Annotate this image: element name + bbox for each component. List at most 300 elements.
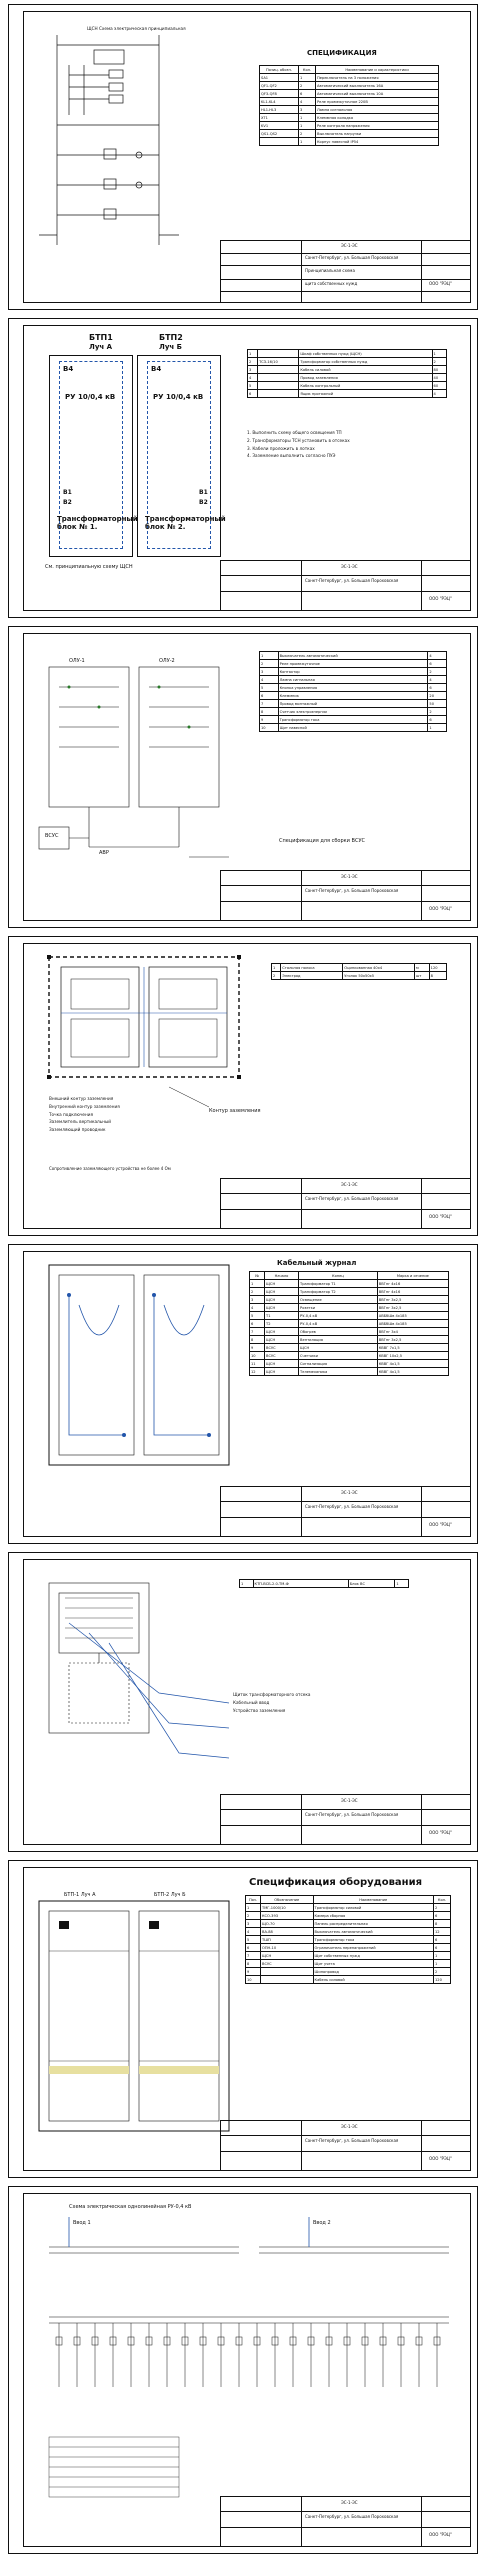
table-cell: 8 [246,1960,261,1968]
table-cell: Щит собственных нужд [313,1952,433,1960]
table-cell: 6 [434,1912,451,1920]
list-item: Щиток трансформаторного отсека [233,1692,311,1697]
table-cell: Реле контроля напряжения [316,122,439,130]
stamp-org: ООО "РЭЦ" [429,906,452,911]
title-block [220,1178,471,1229]
list-item: Заземляющий проводник [49,1127,106,1133]
table-cell: 8 [260,708,279,716]
table-cell: 2 [299,130,316,138]
plan-left-label: БТП-1 Луч А [64,1892,96,1898]
table-cell: 4 [246,1928,261,1936]
table-row [250,1296,449,1304]
col-to: Конец [299,1272,378,1280]
table-cell: 2 [432,358,446,366]
table-row [246,1936,451,1944]
table-cell: ЩСН [265,1368,299,1376]
table-cell: 1 [434,1960,451,1968]
list-item: 4. Заземление выполнить согласно ПУЭ [247,453,336,459]
table-cell: 3 [250,1296,265,1304]
table-cell: 5 [260,684,279,692]
table-cell: 6 [248,390,258,398]
table-cell: Трансформатор Т2 [299,1288,378,1296]
stamp-org: ООО "РЭЦ" [429,596,452,601]
sheet-3-vsus-schematic [8,626,478,928]
table-cell: Автоматический выключатель 16А [316,82,439,90]
table-cell: 9 [260,716,279,724]
cell-b4-left: В4 [63,365,74,373]
table-cell: ТМГ-1000/10 [261,1904,314,1912]
table-cell: Щит учета [313,1960,433,1968]
table-cell: Шкаф собственных нужд (ЩСН) [299,350,432,358]
materials-rows [272,964,447,980]
table-row [246,1912,451,1920]
table-cell: ВСУС [261,1960,314,1968]
col-name: Наименование и характеристики [316,66,439,74]
col-qty: Кол. [434,1896,451,1904]
stamp-code: ЭС-1-ЭС [341,874,358,879]
table-cell: 3 [260,668,279,676]
table-cell: Корпус навесной IP54 [316,138,439,146]
table-row [260,724,447,732]
table-cell: 1 [428,724,447,732]
table-row [246,1904,451,1912]
table-cell: Счетчик электроэнергии [278,708,428,716]
table-cell: ВВГнг 3х2,5 [377,1296,448,1304]
callouts-block [233,1693,383,1716]
stamp-code: ЭС-1-ЭС [341,1182,358,1187]
table-row [250,1312,449,1320]
input-2-label: Ввод 2 [313,2220,331,2226]
table-cell: 3 [299,106,316,114]
stamp-code: ЭС-1-ЭС [341,2124,358,2129]
table-cell: Камера сборная [313,1912,433,1920]
table-row [250,1288,449,1296]
title-block [220,2496,471,2547]
title-block [220,240,471,303]
sheet-4-grounding [8,936,478,1236]
table-cell: 4 [428,676,447,684]
table-cell: 50 [428,700,447,708]
table-cell: ВСУС [265,1344,299,1352]
cell-b1-left: В1 [63,489,72,496]
table-row [250,1280,449,1288]
spec-table [259,651,447,732]
table-row [260,106,439,114]
table-cell: ТШП [261,1936,314,1944]
table-cell: 1 [434,1952,451,1960]
stamp-title-2: щита собственных нужд [305,281,358,286]
table-cell: Переключатель на 3 положения [316,74,439,82]
table-cell: ВВГнг 4х16 [377,1288,448,1296]
table-cell: Стальная полоса [281,964,343,972]
table-cell: Обогрев [299,1328,378,1336]
table-cell: ОПН-10 [261,1944,314,1952]
table-cell: ВВГнг 3х2,5 [377,1304,448,1312]
table-row [240,1580,409,1588]
table-cell: 1 [260,652,279,660]
table-cell: ВСУС [265,1352,299,1360]
table-row [250,1368,449,1376]
table-row [260,98,439,106]
ru-left: РУ 10/0,4 кВ [65,393,116,401]
table-cell: 1 [250,1280,265,1288]
equipment-table [239,1579,409,1588]
table-cell: QF3-QF8 [260,90,299,98]
table-cell: KV1 [260,122,299,130]
table-cell: 1 [248,350,258,358]
table-row [248,358,447,366]
table-row [248,390,447,398]
label-olu-2: ОЛУ-2 [159,658,175,664]
table-cell: 3 [248,366,258,374]
table-cell: 1 [246,1904,261,1912]
spec-rows [260,652,447,732]
table-cell: 10 [250,1352,265,1360]
table-row [250,1360,449,1368]
plan-right-label: БТП-2 Луч Б [154,1892,186,1898]
table-cell: ТСЗ-16/10 [258,358,299,366]
table-cell: 4 [428,652,447,660]
table-cell: АВБбШв 4х185 [377,1320,448,1328]
schematic-note: См. принципиальную схему ЩСН [45,564,133,570]
equipment-rows [240,1580,409,1588]
table-cell: Телемеханика [299,1368,378,1376]
table-cell [258,382,299,390]
stamp-code: ЭС-1-ЭС [341,2500,358,2505]
btp1-title: БТП1 [89,333,113,342]
table-cell: ВВГнг 3х2,5 [377,1336,448,1344]
table-cell: 6 [250,1320,265,1328]
table-cell: 5 [248,382,258,390]
list-item: Устройство заземления [233,1707,286,1713]
cable-table [249,1271,449,1376]
table-cell: 80 [432,366,446,374]
stamp-address: Санкт-Петербург, ул. Большая Пороховская [305,1812,399,1817]
table-cell: ВВГнг 4х16 [377,1280,448,1288]
col-name: Наименование [313,1896,433,1904]
table-cell: 3 [246,1920,261,1928]
table-row [260,74,439,82]
list-item: Внутренний контур заземления [49,1103,120,1109]
table-row [246,1960,451,1968]
stamp-code: ЭС-1-ЭС [341,243,358,248]
list-item: Кабельный ввод [233,1699,270,1705]
table-cell: Оцинкованная 40х4 [343,964,415,972]
table-cell: 6 [428,684,447,692]
table-row [246,1952,451,1960]
col-cable: Марка и сечение [377,1272,448,1280]
table-cell: 8 [434,1920,451,1928]
table-cell: 1 [432,350,446,358]
table-cell: 8 [429,972,446,980]
table-cell: ЩО-70 [261,1920,314,1928]
col-qty: Кол. [299,66,316,74]
table-cell: 20 [428,692,447,700]
table-cell: 8 [250,1336,265,1344]
table-cell: 9 [246,1968,261,1976]
list-item: Заземлитель вертикальный [49,1119,111,1125]
table-cell: Шинопровод [313,1968,433,1976]
table-row [246,1944,451,1952]
ru-right: РУ 10/0,4 кВ [153,393,204,401]
list-item: 2. Трансформаторы ТСН установить в отсеках [247,437,350,443]
table-cell: Кабель силовой [299,366,432,374]
table-cell: 2 [272,972,281,980]
table-cell: 1 [272,964,281,972]
btp2-ray: Луч Б [159,343,182,351]
stamp-address: Санкт-Петербург, ул. Большая Пороховская [305,578,399,583]
stamp-address: Санкт-Петербург, ул. Большая Пороховская [305,2514,399,2519]
table-cell: Трансформатор силовой [313,1904,433,1912]
table-cell: Клеммник [278,692,428,700]
spec-table [247,349,447,398]
block-right: Трансформаторный блок № 2. [145,515,226,531]
contour-label: Контур заземления [209,1108,261,1114]
title-block [220,560,471,611]
table-cell: 120 [429,964,446,972]
table-cell: 60 [432,382,446,390]
table-cell: 2 [434,1904,451,1912]
table-row [260,716,447,724]
table-row [272,972,447,980]
cell-b1-right: В1 [199,489,208,496]
table-cell: 10 [260,724,279,732]
table-row [260,90,439,98]
table-cell: 2 [260,660,279,668]
spec-table [259,65,439,146]
table-cell: Т1 [265,1312,299,1320]
list-item: Внешний контур заземления [49,1096,114,1101]
table-cell: Трансформатор тока [278,716,428,724]
table-cell: Кнопка управления [278,684,428,692]
table-cell: Ящик протяжной [299,390,432,398]
table-cell: 2 [428,668,447,676]
table-cell: ЩСН [265,1280,299,1288]
table-cell: KL1-KL4 [260,98,299,106]
sheet-5-cable-journal [8,1244,478,1544]
table-cell: Блок ВС [348,1580,395,1588]
stamp-code: ЭС-1-ЭС [341,1490,358,1495]
table-cell: 6 [260,692,279,700]
table-cell: ВА-88 [261,1928,314,1936]
table-cell: 1 [299,114,316,122]
block-left: Трансформаторный блок № 1. [57,515,138,531]
table-cell: Контактор [278,668,428,676]
table-row [260,708,447,716]
table-row [248,366,447,374]
table-cell: КВВГ 4х1,5 [377,1368,448,1376]
sheet-6-block-detail [8,1552,478,1852]
table-cell: КВВГ 7х1,5 [377,1344,448,1352]
table-cell: 4 [432,390,446,398]
table-row [260,676,447,684]
col-pos: Позиц. обозн. [260,66,299,74]
table-cell [261,1976,314,1984]
input-1-label: Ввод 1 [73,2220,91,2226]
cell-b2-left: В2 [63,499,72,506]
table-cell: м [414,964,429,972]
table-cell: Розетки [299,1304,378,1312]
equipment-spec-table [245,1895,451,1984]
spec-rows [248,350,447,398]
btp2-title: БТП2 [159,333,183,342]
table-cell: 9 [250,1344,265,1352]
table-cell: 11 [250,1360,265,1368]
table-cell: SA1 [260,74,299,82]
table-cell: Щит навесной [278,724,428,732]
stamp-code: ЭС-1-ЭС [341,1798,358,1803]
table-row [246,1968,451,1976]
table-cell: Лампа сигнальная [278,676,428,684]
stamp-address: Санкт-Петербург, ул. Большая Пороховская [305,255,399,260]
sheet-1-shsn-schematic [8,4,478,310]
title-block [220,2120,471,2171]
table-row [260,122,439,130]
table-cell: КВВГ 10х2,5 [377,1352,448,1360]
table-row [260,652,447,660]
table-cell: 6 [434,1944,451,1952]
table-cell: ЩСН [265,1288,299,1296]
spec-title: СПЕЦИФИКАЦИЯ [307,49,377,57]
journal-title: Кабельный журнал [277,1259,357,1267]
label-vsus: ВСУС [45,833,59,839]
table-cell: 1 [299,122,316,130]
table-cell: 6 [428,716,447,724]
table-row [250,1352,449,1360]
table-row [248,382,447,390]
stamp-code: ЭС-1-ЭС [341,564,358,569]
table-cell: Вентиляция [299,1336,378,1344]
table-cell: ЩСН [261,1952,314,1960]
single-line-title: Схема электрическая однолинейная РУ-0,4 кВ [69,2204,192,2210]
table-cell: 5 [250,1312,265,1320]
table-cell: РУ-0,4 кВ [299,1312,378,1320]
table-cell: Провод заземления [299,374,432,382]
table-row [260,660,447,668]
col-designation: Обозначение [261,1896,314,1904]
table-cell: 5 [246,1936,261,1944]
title-block [220,1794,471,1845]
table-row [260,684,447,692]
table-cell: Выключатель автоматический [313,1928,433,1936]
table-cell: 4 [250,1304,265,1312]
table-cell [260,138,299,146]
table-cell: ЩСН [265,1360,299,1368]
table-row [248,350,447,358]
stamp-org: ООО "РЭЦ" [429,2532,452,2537]
sheet-8-single-line [8,2186,478,2554]
list-item: Точка подключения [49,1111,93,1117]
notes-block [247,431,447,462]
table-cell: 2 [299,82,316,90]
table-row [260,114,439,122]
table-row [260,700,447,708]
table-row [250,1320,449,1328]
cable-header [250,1272,449,1280]
table-cell: 7 [260,700,279,708]
table-cell: Реле промежуточное 220В [316,98,439,106]
table-cell [258,350,299,358]
table-cell: 2 [246,1912,261,1920]
table-cell: Клеммная колодка [316,114,439,122]
table-cell: 2 [248,358,258,366]
table-cell: 2 [428,708,447,716]
table-row [260,692,447,700]
table-cell: QS1-QS2 [260,130,299,138]
stamp-org: ООО "РЭЦ" [429,1522,452,1527]
list-item: 3. Кабели проложить в лотках [247,445,315,451]
table-cell: Счетчики [299,1352,378,1360]
stamp-address: Санкт-Петербург, ул. Большая Пороховская [305,1504,399,1509]
stamp-org: ООО "РЭЦ" [429,2156,452,2161]
table-cell: 2 [434,1968,451,1976]
legend-block [49,1097,199,1136]
col-from: Начало [265,1272,299,1280]
stamp-org: ООО "РЭЦ" [429,1214,452,1219]
btp1-ray: Луч А [89,343,113,351]
table-cell: 6 [299,90,316,98]
cell-b2-right: В2 [199,499,208,506]
table-cell: 10 [246,1976,261,1984]
table-cell [258,366,299,374]
stamp-address: Санкт-Петербург, ул. Большая Пороховская [305,2138,399,2143]
spec-rows [246,1904,451,1984]
table-cell: 4 [299,98,316,106]
table-cell: Сигнализация [299,1360,378,1368]
table-cell: 2 [250,1288,265,1296]
sheet-7-equipment-plan [8,1860,478,2178]
table-cell: ЩСН [265,1304,299,1312]
table-row [250,1328,449,1336]
table-cell: Выключатель автоматический [278,652,428,660]
table-cell: КСО-393 [261,1912,314,1920]
table-cell: АВБбШв 4х185 [377,1312,448,1320]
table-cell: ЩСН [265,1328,299,1336]
table-cell: HL1-HL3 [260,106,299,114]
table-cell: Панель распределительная [313,1920,433,1928]
table-cell: 6 [246,1944,261,1952]
table-cell: 1 [240,1580,254,1588]
table-cell: Т2 [265,1320,299,1328]
cell-b4-right: В4 [151,365,162,373]
stamp-address: Санкт-Петербург, ул. Большая Пороховская [305,888,399,893]
table-row [248,374,447,382]
table-cell: КВВГ 4х1,5 [377,1360,448,1368]
table-cell [258,390,299,398]
table-row [250,1304,449,1312]
list-item: 1. Выполнить схему общего освещения ТП [247,430,342,435]
table-cell: 12 [250,1368,265,1376]
table-cell: Освещение [299,1296,378,1304]
table-row [250,1336,449,1344]
table-cell: 4 [260,676,279,684]
schematic-caption: ЩСН Схема электрическая принципиальная [87,26,186,31]
spec-rows [260,74,439,146]
table-cell: Лампа сигнальная [316,106,439,114]
table-cell: Реле промежуточное [278,660,428,668]
table-cell: Ограничитель перенапряжений [313,1944,433,1952]
table-cell: 6 [434,1936,451,1944]
table-cell: XT1 [260,114,299,122]
table-cell: ЩСН [265,1296,299,1304]
table-cell: 12 [434,1928,451,1936]
table-cell: ЩСН [299,1344,378,1352]
table-cell: 1 [299,74,316,82]
table-cell: 1 [395,1580,409,1588]
table-row [250,1344,449,1352]
col-no: № [250,1272,265,1280]
grounding-note: Сопротивление заземляющего устройства не более 4 Ом [49,1166,171,1171]
